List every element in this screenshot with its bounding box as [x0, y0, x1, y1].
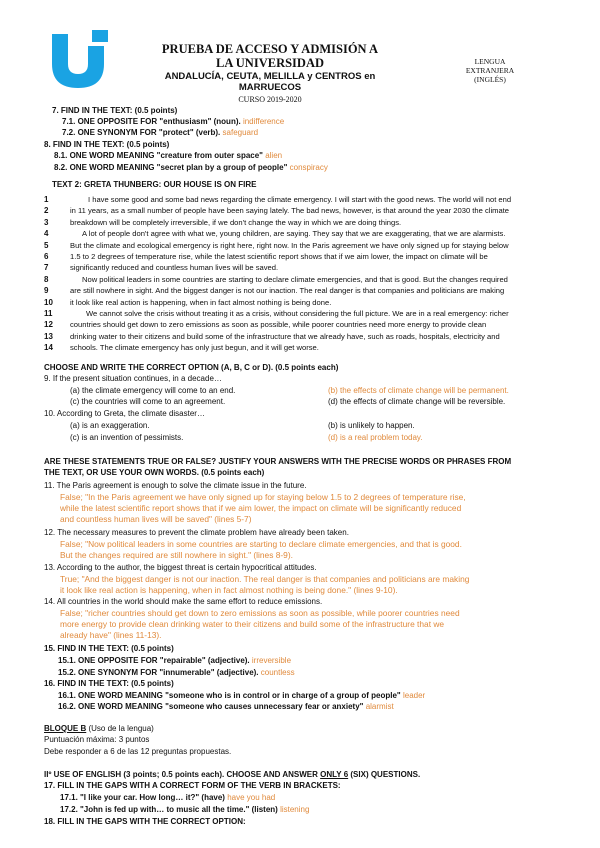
line-text: in 11 years, as a small number of people have been saying lately. The bad news, however, is that around the year 2030 the climate: [70, 206, 510, 216]
bloque-b-label: BLOQUE B: [44, 724, 87, 733]
q14-statement: 14. All countries in the world should make the same effort to reduce emissions.: [44, 597, 323, 606]
subject-line1: LENGUA: [474, 57, 506, 66]
q11-statement: 11. The Paris agreement is enough to solve the climate issue in the future.: [44, 481, 307, 490]
text-line: [44, 343, 564, 354]
q15-2-label: 15.2. ONE SYNONYM FOR "innumerable" (adjective).: [58, 668, 259, 677]
use-heading-only6: ONLY 6: [320, 770, 349, 779]
q18-heading: 18. FILL IN THE GAPS WITH THE CORRECT OPTION:: [44, 817, 246, 826]
q15-heading: 15. FIND IN THE TEXT: (0.5 points): [44, 644, 174, 653]
q7-1-label: 7.1. ONE OPPOSITE FOR "enthusiasm" (noun).: [62, 117, 241, 126]
subject-line3: (INGLÉS): [474, 75, 506, 84]
q16-1: [58, 691, 425, 701]
line-number: 4: [44, 229, 49, 239]
line-number: 12: [44, 320, 53, 330]
q10-option-c: (c) is an invention of pessimists.: [70, 433, 184, 442]
bloque-b-subtitle: (Uso de la lengua): [86, 724, 154, 733]
text-line: [44, 206, 564, 217]
q9-option-d: (d) the effects of climate change will be reversible.: [328, 397, 506, 406]
line-text: it look like real action is happening, when in fact almost nothing is being done.: [70, 297, 332, 307]
q16-2-label: 16.2. ONE WORD MEANING "someone who causes unnecessary fear or anxiety": [58, 702, 364, 711]
q15-1-answer: irreversible: [251, 656, 292, 665]
line-number: 1: [44, 195, 49, 204]
line-number: 3: [44, 217, 49, 227]
use-heading-pre: IIº USE OF ENGLISH (3 points; 0.5 points each). CHOOSE AND ANSWER: [44, 770, 321, 779]
line-text: schools. The climate emergency has only just begun, and it will get worse.: [70, 343, 319, 353]
q16-2-answer: alarmist: [365, 702, 394, 711]
line-text: 1.5 to 2 degrees of temperature rise, while the latest scientific report shows that if we aim lower, the impact on climate will be: [70, 251, 488, 261]
text-line: [44, 320, 564, 331]
answer-line: while the latest scientific report shows that if we aim lower, the impact on climate will be significantly reduced: [60, 503, 462, 513]
regions-line1: ANDALUCÍA, CEUTA, MELILLA y CENTROS en: [164, 71, 376, 82]
line-number: 10: [44, 297, 53, 307]
q8-1-answer: alien: [265, 151, 283, 160]
line-text: Now political leaders in some countries are starting to declare climate emergencies, and that is good. But the changes required: [82, 274, 508, 284]
curso-label: CURSO 2019-2020: [238, 95, 302, 104]
line-text: breakdown will be completely irreversible, if we don't change the way in which we are doing things.: [70, 217, 402, 227]
q13-answer: [60, 574, 469, 596]
text-line: [44, 286, 564, 297]
text2-title: TEXT 2: GRETA THUNBERG: OUR HOUSE IS ON FIRE: [52, 180, 257, 189]
q9-option-b: (b) the effects of climate change will be permanent.: [328, 386, 509, 395]
q13-statement: 13. According to the author, the biggest threat is certain hypocritical attitudes.: [44, 563, 317, 572]
line-text: A lot of people don't agree with what we, young children, are saying. They say that we are exaggerating, that we are alarmists.: [82, 229, 506, 239]
tf-heading-line1: ARE THESE STATEMENTS TRUE OR FALSE? JUSTIFY YOUR ANSWERS WITH THE PRECISE WORDS OR PHRASES FROM: [44, 457, 512, 466]
text-line: [44, 332, 564, 343]
q16-2: [58, 702, 394, 712]
line-number: 5: [44, 240, 49, 250]
text-line: [44, 298, 564, 309]
answer-line: more energy to provide clean drinking water to their citizens and build some of the infrastructure that we: [60, 619, 445, 629]
q10-option-b: (b) is unlikely to happen.: [328, 421, 415, 430]
text-line: [44, 275, 564, 286]
text-line: [44, 309, 564, 320]
q16-1-answer: leader: [402, 691, 426, 700]
q15-1: [58, 656, 291, 666]
use-of-english-heading: [44, 770, 420, 780]
q8-heading: 8. FIND IN THE TEXT: (0.5 points): [44, 140, 170, 149]
answer-line: But the changes required are still nowhere in sight." (lines 8-9).: [60, 550, 293, 560]
line-number: 14: [44, 343, 53, 353]
q7-2-answer: safeguard: [222, 128, 259, 137]
answer-line: already have" (lines 11-13).: [60, 630, 162, 640]
q10-option-a: (a) is an exaggeration.: [70, 421, 150, 430]
q17-1: [60, 793, 275, 803]
line-number: 6: [44, 251, 49, 261]
answer-line: and countless human lives will be saved" (lines 5-7): [60, 514, 252, 524]
answer-line: it look like real action is happening, when in fact almost nothing is being done." (lines 9-10).: [60, 585, 398, 595]
choose-heading: CHOOSE AND WRITE THE CORRECT OPTION (A, B, C or D). (0.5 points each): [44, 363, 339, 372]
exam-title-line2: LA UNIVERSIDAD: [215, 56, 324, 70]
q7-heading: 7. FIND IN THE TEXT: (0.5 points): [52, 106, 178, 115]
q9-stem: 9. If the present situation continues, in a decade…: [44, 374, 222, 383]
q7-1-answer: indifference: [242, 117, 285, 126]
q17-2-answer: listening: [280, 805, 310, 814]
answer-line: False; "In the Paris agreement we have only signed up for staying below 1.5 to 2 degrees of temperature rise,: [60, 492, 466, 502]
q7-1: [62, 117, 284, 127]
q9-option-c: (c) the countries will come to an agreement.: [70, 397, 226, 406]
q8-2-label: 8.2. ONE WORD MEANING "secret plan by a group of people": [54, 163, 288, 172]
line-number: 7: [44, 263, 49, 273]
q8-2-answer: conspiracy: [289, 163, 328, 172]
use-heading-post: (SIX) QUESTIONS.: [348, 770, 421, 779]
text-line: [44, 241, 564, 252]
line-number: 9: [44, 286, 49, 296]
text-line: [44, 263, 564, 274]
puntuacion-maxima: Puntuación máxima: 3 puntos: [44, 735, 150, 744]
q12-statement: 12. The necessary measures to prevent the climate problem have already been taken.: [44, 528, 349, 537]
answer-line: False; "richer countries should get down to zero emissions as soon as possible, while poorer countries need: [60, 608, 460, 618]
q17-heading: 17. FILL IN THE GAPS WITH A CORRECT FORM OF THE VERB IN BRACKETS:: [44, 781, 341, 790]
answer-line: True; "And the biggest danger is not our inaction. The real danger is that companies and politicians are making: [60, 574, 470, 584]
q15-2-answer: countless: [260, 668, 295, 677]
text-line: [44, 218, 564, 229]
q15-1-label: 15.1. ONE OPPOSITE FOR "repairable" (adjective).: [58, 656, 250, 665]
q17-2-label: 17.2. "John is fed up with… to music all the time." (listen): [60, 805, 278, 814]
q8-1-label: 8.1. ONE WORD MEANING "creature from outer space": [54, 151, 263, 160]
tf-heading-line2: THE TEXT, OR USE YOUR OWN WORDS. (0.5 points each): [44, 468, 265, 477]
line-text: But the climate and ecological emergency is right here, right now. In the Paris agreement we have only signed up for staying below: [70, 240, 509, 250]
answer-line: False; "Now political leaders in some countries are starting to declare climate emergencies, and that is good.: [60, 539, 462, 549]
q17-2: [60, 805, 309, 815]
subject-line2: EXTRANJERA: [465, 66, 515, 75]
q8-2: [54, 163, 328, 173]
q10-option-d: (d) is a real problem today.: [328, 433, 423, 442]
q7-2-label: 7.2. ONE SYNONYM FOR "protect" (verb).: [62, 128, 221, 137]
bloque-b-title: [44, 724, 154, 734]
line-number: 11: [44, 308, 53, 318]
line-number: 2: [44, 206, 49, 216]
line-text: are still nowhere in sight. And the biggest danger is not our inaction. The real danger is that companies and politicians are making: [70, 286, 505, 296]
line-number: 8: [44, 274, 49, 284]
text-line: [44, 252, 564, 263]
q16-heading: 16. FIND IN THE TEXT: (0.5 points): [44, 679, 174, 688]
q11-answer: [60, 492, 466, 525]
q17-1-answer: have you had: [227, 793, 276, 802]
line-text: drinking water to their citizens and build some of the infrastructure that we already have, such as roads, hospitals, electricity and: [70, 331, 500, 341]
q10-stem: 10. According to Greta, the climate disaster…: [44, 409, 205, 418]
q15-2: [58, 668, 295, 678]
line-text: countries should get down to zero emissions as soon as possible, while poorer countries need more energy to provide clean: [70, 320, 487, 330]
q12-answer: [60, 539, 462, 561]
line-text: significantly reduced and countless human lives will be saved.: [70, 263, 279, 273]
q7-2: [62, 128, 258, 138]
responder-instruction: Debe responder a 6 de las 12 preguntas propuestas.: [44, 747, 232, 756]
line-number: 13: [44, 331, 53, 341]
line-text: I have some good and some bad news regarding the climate emergency. I will start with the good news. The world will not end: [88, 195, 512, 204]
q9-option-a: (a) the climate emergency will come to an end.: [70, 386, 236, 395]
q8-1: [54, 151, 282, 161]
q14-answer: [60, 608, 460, 641]
q16-1-label: 16.1. ONE WORD MEANING "someone who is in control or in charge of a group of people": [58, 691, 401, 700]
exam-title-line1: PRUEBA DE ACCESO Y ADMISIÓN A: [161, 42, 379, 56]
regions-line2: MARRUECOS: [238, 82, 302, 93]
text-line: [44, 229, 564, 240]
university-logo: [48, 28, 112, 90]
text-line: [44, 195, 564, 206]
q17-1-label: 17.1. "I like your car. How long… it?" (have): [60, 793, 225, 802]
line-text: We cannot solve the crisis without treating it as a crisis, without considering the full picture. We are in a real emergency: richer: [86, 308, 509, 318]
text2-body: [44, 195, 564, 354]
